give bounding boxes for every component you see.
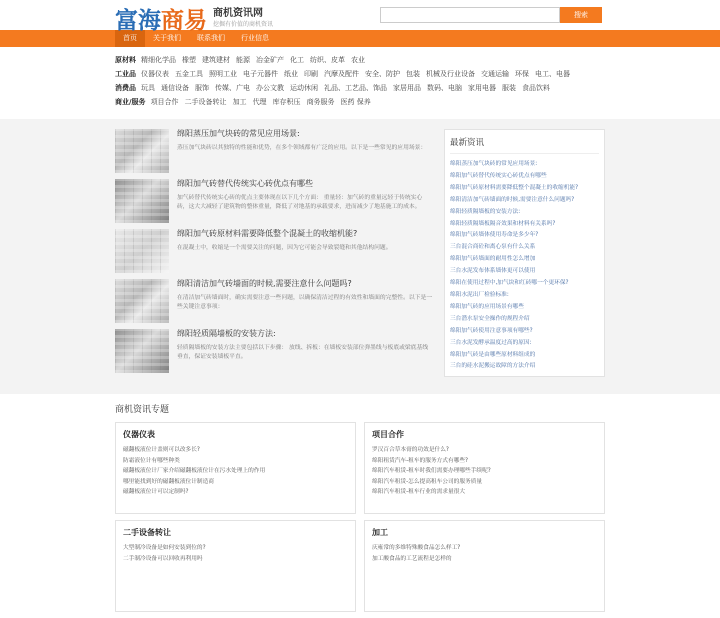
latest-news-link[interactable]: 绵阳加气砖原材料需要降低整个混凝土的收缩机能? [450, 184, 579, 191]
topic-link[interactable]: 防霜液位计有哪些种类 [123, 457, 180, 464]
article-body [177, 129, 433, 178]
article-item [115, 179, 433, 228]
category-link[interactable]: 橡塑 [182, 56, 196, 64]
category-link[interactable]: 包装 [406, 70, 420, 78]
article-item [115, 279, 433, 328]
latest-news-link[interactable]: 绵阳加气砖使用注意事项有哪些? [450, 327, 533, 334]
article-item [115, 329, 433, 378]
category-label[interactable]: 原材料 [115, 56, 136, 64]
article-summary: 在混凝土中，收缩是一个需要关注的问题，因为它可能会导致裂缝和其他结构问题。 [177, 245, 392, 251]
topic-link[interactable]: 哪里能找到好的磁翻板液位计制造商 [123, 478, 214, 485]
topics-heading: 商机资讯专题 [115, 405, 170, 415]
latest-news-title: 最新资讯 [450, 136, 599, 154]
category-row [115, 67, 605, 81]
topic-link[interactable]: 磁翻板液位计盖则可以改多长? [123, 447, 200, 453]
article-title[interactable]: 绵阳蒸压加气块砖的常见应用场景: [177, 129, 300, 138]
header [0, 0, 720, 34]
content-band [0, 119, 720, 394]
category-row [115, 81, 605, 95]
category-link[interactable]: 食品饮料 [522, 84, 550, 92]
latest-news-link[interactable]: 绵阳加气砖墙面的耐用性怎么增加 [450, 256, 536, 263]
article-list [115, 129, 433, 379]
search-bar [380, 7, 602, 23]
search-button[interactable]: 搜索 [560, 7, 602, 23]
category-link[interactable]: 机械及行业设备 [426, 70, 475, 78]
article-thumbnail[interactable] [115, 229, 169, 273]
category-link[interactable]: 能源 [236, 56, 250, 64]
latest-news-link[interactable]: 绵阳加气砖是由哪些原材料组成的 [450, 351, 536, 358]
latest-news-link[interactable]: 三台的硅水泥搬运故障的方法介绍 [450, 363, 536, 370]
category-row [115, 95, 605, 109]
article-summary: 加气砖替代传统实心砖的优点主要体现在以下几个方面： 重量轻：加气砖的重量远轻于传统实心砖，这大大减轻了建筑物的整体重量，降低了对地基的承载要求，进而减少了地基施工的成本。 [177, 195, 423, 210]
latest-news-link[interactable]: 三台水泥发酵承温度过高的原因: [450, 339, 532, 346]
category-row [115, 53, 605, 67]
topic-link[interactable]: 庆雍常的多维特殊酸食品怎么样工? [372, 545, 461, 551]
article-body [177, 179, 433, 228]
category-link[interactable]: 家居用品 [393, 84, 421, 92]
article-summary: 在清洁加气砖墙面时，确实需要注意一些问题，以确保清洁过程的有效性和墙面的完整性。以下是一些关键注意事项： [177, 295, 433, 310]
nav-item-industry[interactable]: 行业信息 [241, 34, 269, 42]
topics-grid [115, 422, 605, 618]
category-link[interactable]: 五金工具 [175, 70, 203, 78]
category-link[interactable]: 冶金矿产 [256, 56, 284, 64]
nav-item-about[interactable]: 关于我们 [153, 34, 181, 42]
category-label[interactable]: 商业/服务 [115, 98, 146, 106]
topic-link[interactable]: 绵阳汽车租赁-怎么提高租车公司的服务质量 [372, 478, 483, 485]
latest-news-link[interactable]: 绵阳蒸压加气块砖的常见应用场景: [450, 161, 538, 167]
topic-link[interactable]: 绵阳汽车租赁-租车行业的需求量很大 [372, 489, 466, 495]
latest-news-link[interactable]: 绵阳清洁加气砖墙面的时候,需要注意什么问题吗? [450, 196, 575, 203]
topic-link[interactable]: 磁翻板液位计厂家介绍磁翻板液位计在污水处理上的作用 [123, 468, 266, 474]
category-link[interactable]: 运动休闲 [290, 84, 318, 92]
category-label[interactable]: 工业品 [115, 70, 136, 78]
category-link[interactable]: 电子元器件 [243, 70, 278, 78]
topic-link[interactable]: 磁翻板液位计可以定制吗? [123, 489, 189, 495]
nav-item-home[interactable]: 首页 [115, 30, 145, 47]
category-link[interactable]: 纸业 [284, 70, 298, 78]
category-link[interactable]: 项目合作 [150, 98, 179, 106]
topic-link[interactable]: 罗汉百合草本膏的功效是什么? [372, 447, 449, 453]
latest-news-panel [444, 129, 605, 377]
category-link[interactable]: 加工 [232, 98, 247, 106]
nav-item-contact[interactable]: 联系我们 [197, 34, 225, 42]
article-body [177, 279, 433, 328]
latest-news-link[interactable]: 绵阳轻质隔墙板的安装方法: [450, 208, 521, 215]
category-link[interactable]: 农业 [351, 56, 365, 64]
latest-news-link[interactable]: 绵阳轻质隔墙板隔音效果和材料有关系吗? [450, 220, 556, 227]
category-link[interactable]: 传媒、广电 [215, 84, 250, 92]
category-link[interactable]: 库存积压 [272, 98, 301, 106]
category-link[interactable]: 商务服务 [306, 98, 335, 106]
latest-news-link[interactable]: 三台混合商砼和离心泵有什么关系 [450, 244, 536, 251]
article-item [115, 129, 433, 178]
article-title[interactable]: 绵阳加气砖原材料需要降低整个混凝土的收缩机能? [177, 229, 358, 238]
article-thumbnail[interactable] [115, 279, 169, 323]
category-label[interactable]: 消费品 [115, 84, 136, 92]
latest-news-link[interactable]: 三台水泥发布体系墙体更可以使用 [450, 268, 536, 275]
topic-link[interactable]: 大型制冷设备是如何安装到位的? [123, 545, 206, 551]
topic-link[interactable]: 绵阳汽车租赁-租车时我们需要办理哪些手续呢? [372, 468, 491, 474]
site-title: 商机资讯网 [213, 8, 263, 19]
latest-news-link[interactable]: 绵阳加气砖替代传统实心砖优点有哪些 [450, 172, 547, 179]
category-link[interactable]: 二手设备转让 [184, 98, 227, 106]
topic-link[interactable]: 绵阳租赁汽车-租车的服务方式有哪些? [372, 457, 469, 464]
category-link[interactable]: 电工、电器 [535, 70, 570, 78]
topic-title[interactable]: 加工 [372, 528, 388, 537]
category-link[interactable]: 纺织、皮革 [310, 56, 345, 64]
category-link[interactable]: 印刷 [304, 70, 318, 78]
category-link[interactable]: 数码、电脑 [427, 84, 462, 92]
topic-link[interactable]: 二手制冷设备可以回收再利用吗 [123, 555, 203, 562]
category-link[interactable]: 汽摩及配件 [324, 70, 359, 78]
category-link[interactable]: 家用电器 [468, 84, 496, 92]
category-link[interactable]: 环保 [515, 70, 529, 78]
category-link[interactable]: 建筑建材 [202, 56, 230, 64]
article-thumbnail[interactable] [115, 329, 169, 373]
article-title[interactable]: 绵阳轻质隔墙板的安装方法: [177, 329, 276, 338]
latest-news-link[interactable]: 绵阳在使用过程中,加气块和红砖哪一个更环保? [450, 280, 569, 287]
category-link[interactable]: 办公文教 [256, 84, 284, 92]
category-link[interactable]: 照明工业 [209, 70, 237, 78]
category-link[interactable]: 玩具 [141, 84, 155, 92]
latest-news-link[interactable]: 三台潜水泵安全操作的规程介绍 [450, 315, 530, 322]
topic-link[interactable]: 加工酸食品的工艺流程是怎样的 [372, 555, 452, 562]
category-link[interactable]: 通信设备 [161, 84, 189, 92]
latest-news-link[interactable]: 绵阳水泥出厂检验标准: [450, 291, 509, 298]
topic-box [364, 422, 605, 514]
topic-title[interactable]: 二手设备转让 [123, 528, 171, 537]
topic-title[interactable]: 仪器仪表 [123, 430, 155, 439]
topic-box [115, 520, 356, 612]
logo-mark: 富海商易 [115, 7, 207, 34]
article-thumbnail[interactable] [115, 129, 169, 173]
category-link[interactable]: 精细化学品 [141, 56, 176, 64]
category-link[interactable]: 交通运输 [481, 70, 509, 78]
latest-news-link[interactable]: 绵阳加气砖墙体使用寿命是多少年? [450, 232, 539, 239]
search-input[interactable] [380, 7, 560, 23]
article-body [177, 229, 433, 278]
topic-title[interactable]: 项目合作 [372, 430, 404, 439]
category-link[interactable]: 礼品、工艺品、饰品 [324, 84, 387, 92]
category-link[interactable]: 服饰 [195, 84, 209, 92]
article-thumbnail[interactable] [115, 179, 169, 223]
category-link[interactable]: 化工 [290, 56, 304, 64]
article-body [177, 329, 433, 378]
topic-box [115, 422, 356, 514]
article-summary: 蒸压加气块砖以其独特的性能和优势，在多个领域都有广泛的应用。以下是一些常见的应用场景： [177, 145, 427, 151]
site-logo[interactable] [115, 2, 273, 35]
topic-box [364, 520, 605, 612]
article-item [115, 229, 433, 278]
category-directory [115, 53, 605, 109]
site-slogan: 挖掘有价值的商机资讯 [213, 21, 274, 28]
article-summary: 轻质隔墙板的安装方法主要包括以下步骤： 放线、拆板：在墙板安装部位弹墨线与板底或梁底基线垂直，保证安装墙板平直。 [177, 345, 429, 360]
article-title[interactable]: 绵阳清洁加气砖墙面的时候,需要注意什么问题吗? [177, 279, 352, 288]
category-link[interactable]: 服装 [502, 84, 516, 92]
category-link[interactable]: 医药 保养 [340, 98, 371, 106]
main-nav [0, 30, 720, 47]
category-link[interactable]: 代理 [252, 98, 267, 106]
article-title[interactable]: 绵阳加气砖替代传统实心砖优点有哪些 [177, 179, 313, 188]
category-link[interactable]: 仪器仪表 [141, 70, 169, 78]
latest-news-link[interactable]: 绵阳加气砖的应用场景有哪些 [450, 303, 524, 310]
category-link[interactable]: 安全、防护 [365, 70, 400, 78]
